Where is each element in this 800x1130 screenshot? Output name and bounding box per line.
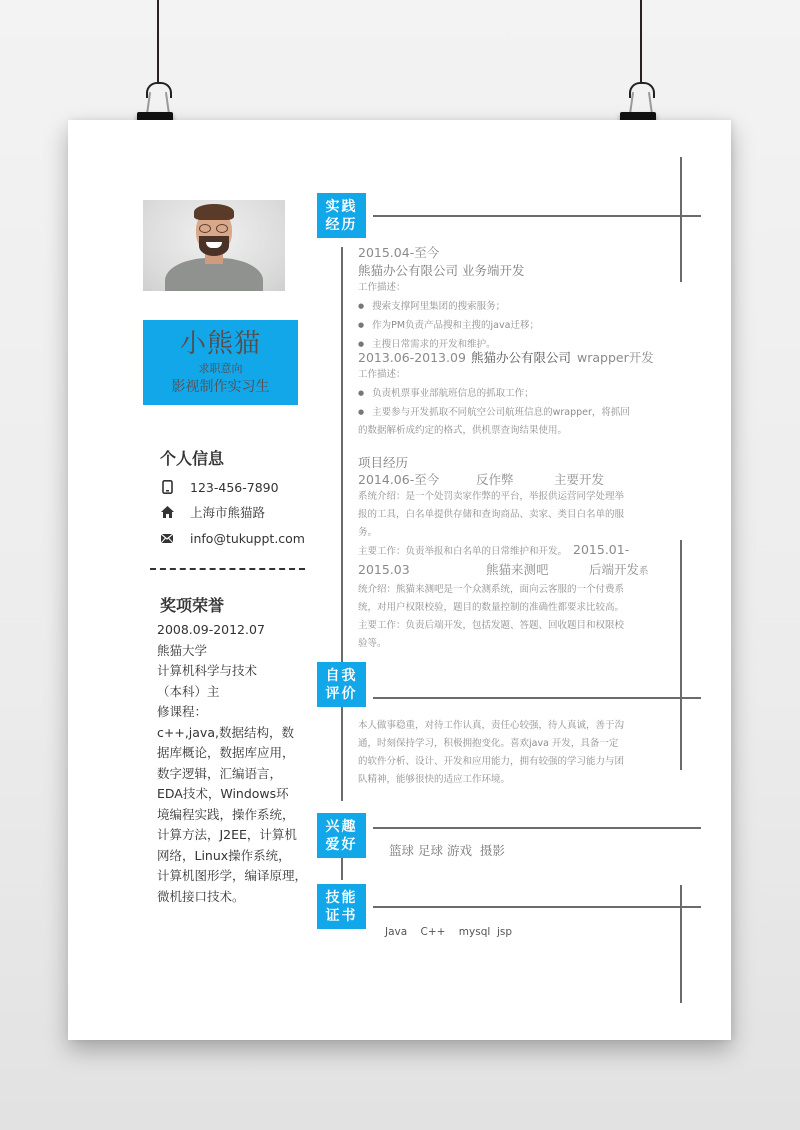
address-text: 上海市熊猫路 [190,505,266,520]
email-link[interactable]: info@tukuppt.com [190,530,305,546]
project-1-line: 务。 [358,527,378,538]
job-2-role: wrapper开发 [577,350,654,365]
tag-practice: 实践 经历 [317,193,366,238]
timeline-line-1 [341,247,343,662]
candidate-name: 小熊猫 [179,329,261,359]
job-1-bullet: ● 主搜日常需求的开发和维护。 [358,335,658,354]
job-1-desc-label: 工作描述： [358,282,406,293]
edu-line: c++,java,数据结构，数 [157,724,294,740]
phone-icon [160,480,174,494]
project-2-line: 验等。 [358,638,387,649]
personal-info-heading: 个人信息 [160,449,225,468]
edu-line: 据库概论，数据库应用， [157,745,295,760]
edu-line: 计算机图形学，编译原理， [157,868,308,883]
job-2-date: 2013.06-2013.09 [358,350,466,365]
cross-vline-1 [680,157,682,282]
self-eval-text: 本人做事稳重，对待工作认真，责任心较强，待人真诚，善于沟 通，时刻保持学习，积极拥抱变化。喜欢java 开发，具备一定 的软件分析、设计、开发和应用能力，拥有较强的学习能力与团 队精神，能够很快的适应工作环境。 [358,720,625,785]
name-card [143,320,298,405]
job-1-bullet: ● 搜索支撑阿里集团的搜索服务； [358,297,658,316]
projects-heading: 项目经历 [358,455,409,470]
hobbies-text: 篮球 足球 游戏 摄影 [389,843,505,858]
section-rule-skills [373,906,701,908]
phone-number: 123-456-7890 [190,479,279,495]
job-2 [358,349,678,440]
section-rule-hobbies [373,827,701,829]
cross-vline-3 [680,885,682,1003]
job-2-desc-label: 工作描述： [358,369,406,380]
edu-line: 网络，Linux操作系统， [157,847,291,863]
edu-line: （本科）主 [157,683,220,699]
project-2-role: 后端开发 [589,562,640,577]
contact-address [160,503,265,521]
section-rule-practice [373,215,701,217]
tag-hobbies: 兴趣 爱好 [317,813,366,858]
edu-line: 数字逻辑，汇编语言， [157,765,283,781]
edu-line: 修课程： [157,704,208,719]
job-1-date: 2015.04-至今 [358,245,440,260]
edu-line: 境编程实践，操作系统， [157,806,295,822]
job-2-continuation: 的数据解析成约定的格式，供机票查询结果使用。 [358,425,568,436]
project-1-name: 反作弊 [476,472,514,487]
job-2-company: 熊猫办公有限公司 [471,350,572,365]
timeline-line-2 [341,706,343,801]
project-2-date-end: 2015.03 [358,562,410,577]
skills-text: Java C++ mysql jsp [385,926,513,938]
cross-vline-2 [680,540,682,770]
project-1-line: 报的工具，白名单提供存储和查询商品、卖家、类目白名单的服 [358,509,625,520]
edu-line: 微机接口技术。 [157,888,245,904]
edu-line: 计算机科学与技术 [157,663,258,678]
project-2-line: 主要工作：负责后端开发，包括发题、答题、回收题目和权限校 [358,620,625,631]
mail-icon [160,531,174,545]
job-title: 影视制作实习生 [171,379,270,395]
project-1-date: 2014.06-至今 [358,472,440,487]
project-2-date-start: 2015.01- [573,542,630,557]
contact-email [160,529,305,547]
project-1-work: 主要工作：负责举报和白名单的日常维护和开发。 [358,546,568,557]
edu-line: EDA技术，Windows环 [157,786,289,801]
contact-phone [160,478,279,496]
section-rule-self-eval [373,697,701,699]
edu-line: 熊猫大学 [157,642,208,658]
projects: 项目经历 2014.06-至今 反作弊 主要开发 系统介绍：是一个处罚卖家作弊的平台，举报供运营同学处理举 报的工具，白名单提供存储和查询商品、卖家、类目白名单的服 务。 主要工作：负责举报和白名单的日常维护和开发。 2015.01- 2015.03 熊猫来测吧 后端开发 系 统介绍：熊猫来测吧是一个众测系统，面向云客服的一个付费系 统，对用户权限校验，题目的数量控制的准确性都要求比较高。 主要工作：负责后端开发，包括发题、答题、回收题目和权限校 验等。 [358,454,658,653]
awards-heading: 奖项荣誉 [160,596,225,615]
intent-label: 求职意向 [198,362,243,375]
job-2-bullet: ● 负责机票事业部航班信息的抓取工作； [358,384,678,403]
education-block [157,620,307,907]
project-2-line: 统，对用户权限校验，题目的数量控制的准确性都要求比较高。 [358,602,625,613]
project-2-name: 熊猫来测吧 [486,562,549,577]
dashed-divider [150,568,305,570]
edu-line: 计算方法，J2EE，计算机 [157,827,297,842]
job-2-bullet: ● 主要参与开发抓取不同航空公司航班信息的wrapper，将抓回 [358,403,678,422]
project-2-line: 统介绍：熊猫来测吧是一个众测系统，面向云客服的一个付费系 [358,584,625,595]
job-1-company-role: 熊猫办公有限公司 业务端开发 [358,263,525,278]
home-icon [160,505,174,519]
project-1-line: 系统介绍：是一个处罚卖家作弊的平台，举报供运营同学处理举 [358,491,625,502]
profile-photo [143,200,285,291]
job-1 [358,244,658,354]
job-1-bullet: ● 作为PM负责产品搜和主搜的java迁移； [358,316,658,335]
project-1-role: 主要开发 [554,472,605,487]
tag-self-eval: 自我 评价 [317,662,366,707]
edu-line: 2008.09-2012.07 [157,622,265,637]
tag-skills: 技能 证书 [317,884,366,929]
